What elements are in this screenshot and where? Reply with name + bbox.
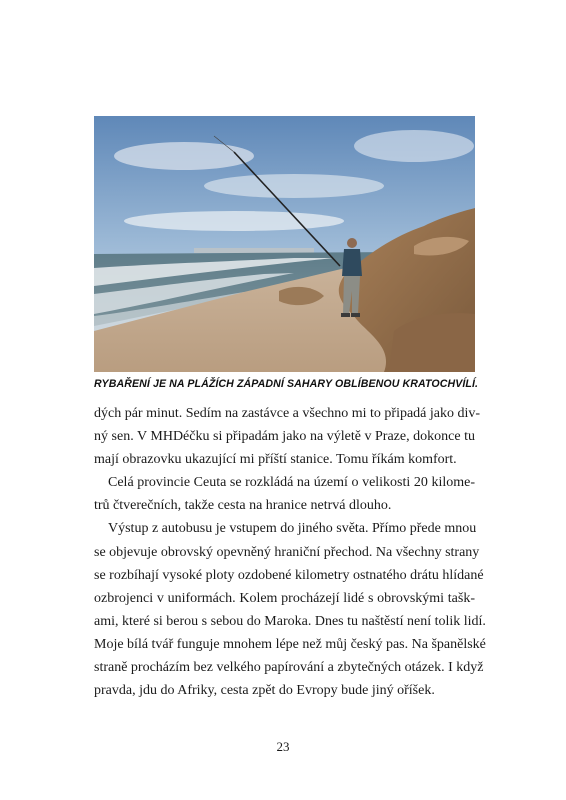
text-line: Celá provincie Ceuta se rozkládá na území o velikosti 20 kilome- [108, 475, 475, 491]
body-text [94, 402, 486, 702]
text-line: se rozbíhají vysoké ploty ozdobené kilometry ostnatého drátu hlídané [94, 567, 484, 583]
text-line: ozbrojenci v uniformách. Kolem procházejí lidé s obrovskými tašk- [94, 590, 475, 606]
photo-caption: RYBAŘENÍ JE NA PLÁŽÍCH ZÁPADNÍ SAHARY OBLÍBENOU KRATOCHVÍLÍ. [94, 378, 479, 390]
text-line: ami, které si berou s sebou do Maroka. Dnes tu naštěstí není tolik lidí. [94, 613, 486, 629]
page-number: 23 [276, 739, 290, 754]
text-line: dých pár minut. Sedím na zastávce a všechno mi to připadá jako div- [94, 406, 481, 421]
text-line: Moje bílá tvář funguje mnohem lépe než můj český pas. Na španělské [94, 636, 486, 652]
text-line: ný sen. V MHDéčku si připadám jako na výletě v Praze, dokonce tu [94, 429, 475, 445]
text-line: se objevuje obrovský opevněný hraniční přechod. Na všechny strany [94, 544, 480, 560]
text-line: trů čtverečních, takže cesta na hranice netrvá dlouho. [94, 498, 392, 514]
beach-fishing-photo [94, 116, 475, 372]
text-line: pravda, jdu do Afriky, cesta zpět do Evropy bude jiný oříšek. [94, 683, 435, 699]
text-line: mají obrazovku ukazující mi příští stanice. Tomu říkám komfort. [94, 452, 457, 468]
text-line: Výstup z autobusu je vstupem do jiného světa. Přímo přede mnou [108, 521, 477, 537]
text-line: straně procházím bez velkého papírování a zbytečných otázek. I když [94, 660, 484, 676]
